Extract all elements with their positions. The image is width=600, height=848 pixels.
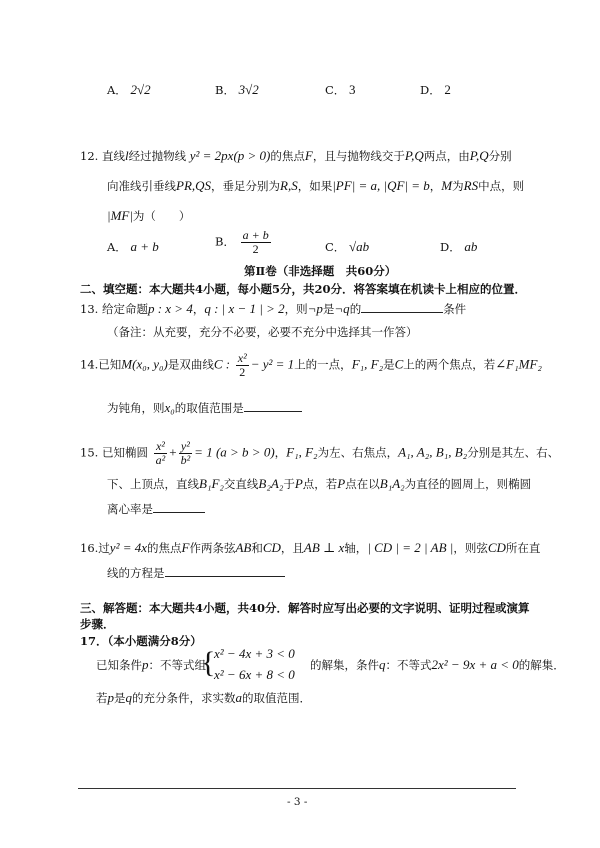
q14-text: 上的一点， bbox=[294, 357, 352, 372]
q13-text: 的 bbox=[349, 302, 362, 316]
q17-text: 的充分条件，求实数 bbox=[132, 691, 236, 705]
q13-line1 bbox=[80, 300, 466, 317]
q14-frac-den: 2 bbox=[239, 365, 246, 379]
q15-text: 下、上顶点，直线 bbox=[107, 477, 199, 491]
q12-choice-b-fraction bbox=[241, 229, 271, 256]
q17-text: ：不等式 bbox=[385, 658, 432, 672]
q13-number: 13. bbox=[80, 302, 99, 316]
q15-text: 为直径的圆周上，则椭圆 bbox=[404, 477, 532, 491]
q12-text: ，垂足分别为 bbox=[211, 179, 281, 193]
q14-line1 bbox=[80, 352, 542, 379]
q15-frac1-num: x² bbox=[155, 439, 165, 453]
q14-text: 为钝角，则 bbox=[107, 401, 165, 415]
q11-choice-b-value: 3√2 bbox=[238, 82, 259, 97]
q15-text: 点，若 bbox=[302, 477, 338, 491]
q12-focus: F bbox=[304, 148, 313, 163]
part2-title: 第Ⅱ卷（非选择题 共60分） bbox=[244, 264, 397, 278]
q12-text: 直线 bbox=[101, 149, 125, 163]
q16-cd2: CD bbox=[487, 540, 506, 555]
q12-text: ，如果 bbox=[297, 179, 333, 193]
q15-vertices: A₁, A₂, B₁, B₂ bbox=[398, 444, 468, 460]
q15-frac2-num: y² bbox=[180, 439, 190, 453]
q12-text: 为（ ） bbox=[132, 209, 191, 223]
q14-c: C bbox=[394, 356, 404, 372]
q17-text: ：不等式组 bbox=[148, 658, 206, 672]
q16-text: 线的方程是 bbox=[107, 566, 165, 580]
q15-b1f2: B₁F₂ bbox=[199, 476, 224, 491]
q17-q: q bbox=[379, 657, 386, 672]
q12-choice-b bbox=[215, 229, 273, 256]
q11-choice-a-label: A． bbox=[107, 83, 127, 97]
q12-parabola-eq: y² = 2px(p > 0) bbox=[189, 148, 271, 163]
q15-fraction-y bbox=[179, 440, 193, 467]
q15-text: 于 bbox=[283, 477, 295, 491]
footer-rule bbox=[78, 788, 516, 789]
q12-choice-c bbox=[325, 239, 369, 255]
q11-choice-d-value: 2 bbox=[444, 82, 451, 97]
q15-text: 离心率是 bbox=[107, 502, 153, 516]
q11-choice-c bbox=[325, 82, 355, 98]
q12-text: 两点，由 bbox=[423, 149, 470, 163]
q16-text: 所在直 bbox=[505, 541, 541, 555]
q12-number: 12. bbox=[80, 149, 99, 163]
q17-p2: p bbox=[107, 690, 114, 705]
q11-choice-d-label: D． bbox=[420, 83, 441, 97]
q15-text: 为左、右焦点， bbox=[317, 445, 399, 460]
q16-text: 和 bbox=[251, 541, 263, 555]
q15-number: 15. bbox=[80, 445, 99, 460]
q16-line2 bbox=[107, 564, 285, 581]
q11-choice-d bbox=[420, 82, 451, 98]
q12-text: 为 bbox=[452, 179, 464, 193]
q12-choice-b-den: 2 bbox=[252, 242, 259, 256]
q15-text: 点在以 bbox=[345, 477, 380, 491]
q15-text: 交直线 bbox=[223, 477, 259, 491]
q14-fraction bbox=[236, 352, 249, 379]
q15-answer-blank[interactable] bbox=[153, 500, 205, 513]
q12-rs2: RS bbox=[463, 178, 479, 193]
q15-p2: P bbox=[337, 476, 346, 491]
q12-text: ，且与抛物线交于 bbox=[312, 149, 405, 163]
q15-line2 bbox=[107, 476, 531, 492]
q17-text: 是 bbox=[114, 691, 126, 705]
q13-notq: ¬q bbox=[334, 301, 350, 316]
q12-rs: R,S bbox=[280, 178, 298, 193]
q17-line1 bbox=[96, 657, 206, 673]
q11-choice-c-value: 3 bbox=[348, 82, 356, 97]
q14-point: M(x₀, y₀) bbox=[121, 356, 168, 372]
q14-frac-num: x² bbox=[237, 351, 247, 365]
q14-text: 已知 bbox=[98, 357, 122, 372]
q11-choice-a-value: 2√2 bbox=[130, 82, 151, 97]
q12-m: M bbox=[441, 178, 453, 193]
q15-b1a2: B₁A₂ bbox=[379, 476, 405, 491]
q12-choice-c-value: √ab bbox=[348, 239, 370, 254]
q13-note: （备注：从充要，充分不必要，必要不充分中选择其一作答） bbox=[107, 325, 418, 339]
q13-text: 条件 bbox=[443, 302, 467, 316]
section3-heading-2: 步骤． bbox=[80, 617, 115, 631]
q15-eq-rest: = 1 (a > b > 0) bbox=[194, 444, 275, 460]
q14-text: 是双曲线 bbox=[167, 357, 214, 372]
q17-text: 已知条件 bbox=[96, 658, 142, 672]
q12-pr-qs: PR,QS bbox=[176, 178, 212, 193]
q16-ab: AB bbox=[235, 540, 252, 555]
q15-line1 bbox=[80, 440, 559, 467]
q11-choice-b-label: B． bbox=[215, 83, 235, 97]
q12-pq: P,Q bbox=[404, 148, 424, 163]
q12-choice-a-label: A． bbox=[107, 240, 127, 254]
q15-frac1-den: a² bbox=[155, 453, 166, 467]
q16-text: 轴， bbox=[344, 541, 368, 555]
q14-text: 的取值范围是 bbox=[174, 401, 244, 415]
q12-choice-b-label: B． bbox=[215, 234, 235, 249]
q14-foci: F₁, F₂ bbox=[351, 356, 384, 372]
q12-distances: |PF| = a, |QF| = b bbox=[332, 178, 430, 193]
q12-choice-b-num: a + b bbox=[242, 228, 269, 242]
q12-text: ， bbox=[429, 179, 442, 193]
q12-choice-a-value: a + b bbox=[130, 239, 159, 254]
q17-line2 bbox=[96, 690, 311, 706]
q16-eq: y² = 4x bbox=[109, 540, 148, 555]
q17-inequality-2: x² − 6x + 8 < 0 bbox=[214, 667, 295, 682]
q15-fraction-x bbox=[154, 440, 168, 467]
q11-choice-b bbox=[215, 82, 259, 98]
q15-frac2-den: b² bbox=[180, 453, 191, 467]
q17-inequality-3: 2x² − 9x + a < 0 bbox=[431, 657, 519, 672]
q16-text: ，则弦 bbox=[453, 541, 488, 555]
q14-text: 是 bbox=[383, 357, 395, 372]
q14-eq-rest: − y² = 1 bbox=[250, 356, 295, 372]
q13-text: ，则 bbox=[284, 302, 308, 316]
q16-f: F bbox=[181, 540, 190, 555]
q16-answer-blank[interactable] bbox=[165, 564, 285, 577]
q12-pq: P,Q bbox=[469, 148, 489, 163]
q16-rel: | CD | = 2 | AB | bbox=[367, 540, 454, 555]
q12-line1 bbox=[80, 148, 512, 164]
q12-line3 bbox=[107, 208, 190, 224]
q17-text: 若 bbox=[96, 691, 108, 705]
q12-choice-d-value: ab bbox=[464, 239, 478, 254]
q15-p: P bbox=[294, 476, 303, 491]
q16-text: ，且 bbox=[280, 541, 304, 555]
q16-number: 16. bbox=[80, 541, 99, 555]
q11-choice-a bbox=[107, 82, 151, 98]
q13-notp: ¬p bbox=[307, 301, 323, 316]
q12-choice-a bbox=[107, 239, 159, 255]
q17-a: a bbox=[235, 690, 242, 705]
q14-answer-blank[interactable] bbox=[244, 399, 302, 412]
q15-text: ， bbox=[274, 445, 287, 460]
q14-line2 bbox=[107, 399, 302, 416]
q17-p: p bbox=[142, 657, 149, 672]
q14-x0: x₀ bbox=[164, 400, 175, 415]
q12-text: 分别 bbox=[488, 149, 512, 163]
q16-text: 作两条弦 bbox=[189, 541, 236, 555]
q16-text: 过 bbox=[98, 541, 110, 555]
footer-page-number: - 3 - bbox=[287, 796, 308, 808]
q12-line2 bbox=[107, 178, 524, 194]
q12-text: 向准线引垂线 bbox=[107, 179, 176, 193]
q17-text: 的解集，条件 bbox=[310, 658, 379, 672]
q12-text: 的焦点 bbox=[270, 149, 305, 163]
q16-line1 bbox=[80, 540, 540, 556]
section3-heading-1: 三、解答题：本大题共4小题，共40分．解答时应写出必要的文字说明、证明过程或演算 bbox=[80, 601, 530, 615]
q12-choice-d-label: D． bbox=[440, 240, 461, 254]
q13-text: ， bbox=[192, 302, 205, 316]
q14-number: 14. bbox=[80, 357, 99, 372]
q17-inequality-1: x² − 4x + 3 < 0 bbox=[214, 646, 295, 661]
q12-text: 中点，则 bbox=[478, 179, 525, 193]
q12-mf: |MF| bbox=[107, 208, 133, 223]
q17-line1-rest bbox=[310, 657, 565, 673]
q14-angle: ∠F₁MF₂ bbox=[495, 356, 542, 372]
q17-q2: q bbox=[125, 690, 132, 705]
q17-system-brace: { bbox=[201, 646, 216, 679]
q13-p-def: p : x > 4 bbox=[147, 301, 193, 316]
q14-curve: C : bbox=[213, 356, 231, 372]
q15-foci: F₁, F₂ bbox=[286, 444, 318, 460]
q17-text: 的解集． bbox=[518, 658, 565, 672]
q15-text: 分别是其左、右、 bbox=[467, 445, 560, 460]
q13-text: 是 bbox=[322, 302, 335, 316]
q16-perp: AB ⊥ x bbox=[303, 540, 345, 555]
q16-cd: CD bbox=[262, 540, 281, 555]
section2-heading: 二、填空题：本大题共4小题，每小题5分，共20分．将答案填在机读卡上相应的位置． bbox=[80, 282, 527, 296]
q12-l: l bbox=[124, 148, 129, 163]
q15-plus: + bbox=[169, 444, 177, 460]
q13-text: 给定命题 bbox=[101, 302, 148, 316]
q13-answer-blank[interactable] bbox=[361, 300, 443, 313]
q12-text: 经过抛物线 bbox=[128, 149, 187, 163]
q16-text: 的焦点 bbox=[147, 541, 182, 555]
q15-text: 已知椭圆 bbox=[101, 445, 148, 460]
q12-choice-d bbox=[440, 239, 477, 255]
q17-text: 的取值范围． bbox=[242, 691, 311, 705]
q12-choice-c-label: C． bbox=[325, 240, 346, 254]
q15-b2a2: B₂A₂ bbox=[258, 476, 284, 491]
q17-title: 17．（本小题满分8分） bbox=[80, 634, 202, 648]
q15-line3 bbox=[107, 500, 205, 517]
q14-text: 上的两个焦点，若 bbox=[403, 357, 496, 372]
q13-q-def: q : | x − 1 | > 2 bbox=[204, 301, 285, 316]
q11-choice-c-label: C． bbox=[325, 83, 346, 97]
